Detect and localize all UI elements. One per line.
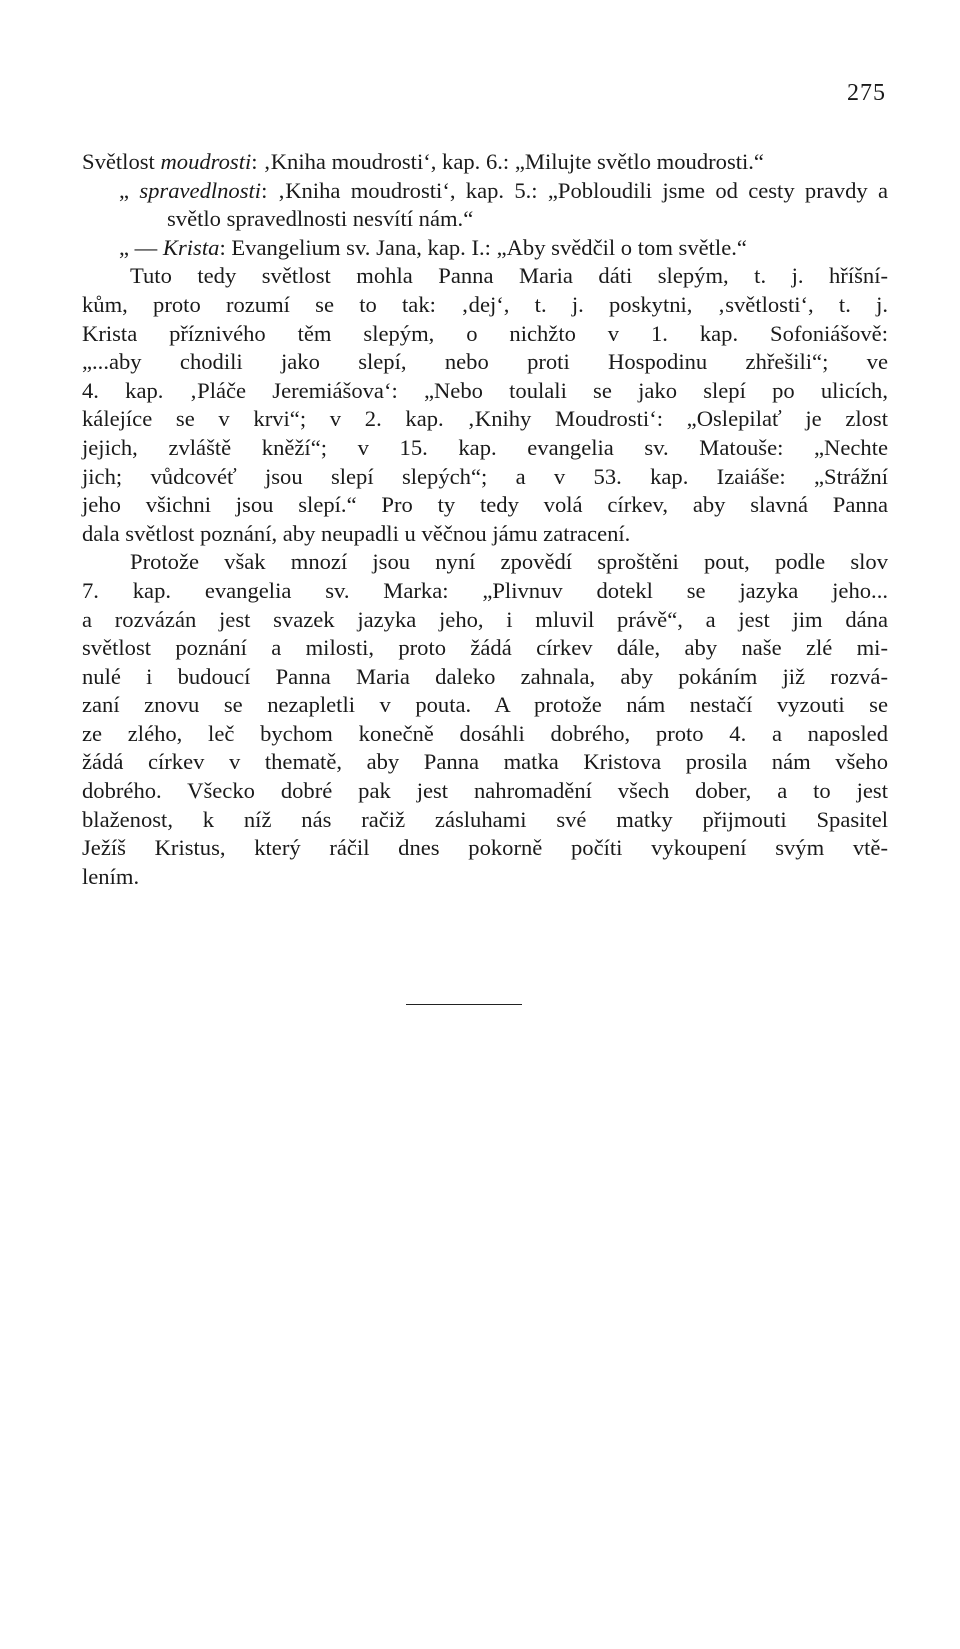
text-line: Protože však mnozí jsou nyní zpovědí sproštěni pout, podle slov [130, 549, 888, 575]
page-body [82, 148, 888, 891]
entry-term: moudrosti [160, 149, 252, 174]
text-line: 7. kap. evangelia sv. Marka: „Plivnuv dotekl se jazyka jeho... [82, 577, 888, 603]
page-number: 275 [847, 80, 886, 106]
text-line: dobrého. Všecko dobré pak jest nahromadění všech dober, a to jest [82, 778, 888, 804]
text-line: ze zlého, leč bychom konečně dosáhli dobrého, proto 4. a naposled [82, 720, 888, 746]
entry-prefix: „ [119, 177, 140, 203]
entry-moudrosti [82, 148, 888, 177]
text-line: jich; vůdcovéť jsou slepí slepých“; a v 53. kap. Izaiáše: „Strážní [82, 463, 888, 489]
entry-term: spravedlnosti [139, 177, 262, 203]
text-line: žádá církev v thematě, aby Panna matka Kristova prosila nám všeho [82, 749, 888, 775]
text-line: kálejíce se v krvi“; v 2. kap. ‚Knihy Moudrosti‘: „Oslepilať je zlost [82, 406, 888, 432]
entry-rest: : ‚Kniha moudrosti‘, kap. 5.: „Pobloudili jsme od cesty pravdy a světlo spravedlnosti nesvítí nám.“ [167, 177, 888, 232]
text-line: nulé i budoucí Panna Maria daleko zahnala, aby pokáním již rozvá- [82, 663, 888, 689]
text-line: jeho všichni jsou slepí.“ Pro ty tedy volá církev, aby slavná Panna [82, 492, 888, 518]
entry-prefix: Světlost [82, 149, 161, 174]
text-line: lením. [82, 863, 140, 889]
end-rule [406, 1004, 522, 1005]
text-line: „...aby chodili jako slepí, nebo proti Hospodinu zhřešili“; ve [82, 349, 888, 375]
entry-rest: : Evangelium sv. Jana, kap. I.: „Aby svědčil o tom světle.“ [219, 234, 747, 260]
entry-term: Krista [162, 234, 220, 260]
paragraph-1 [82, 262, 888, 548]
entry-prefix: „ — [119, 234, 163, 260]
text-line: dala světlost poznání, aby neupadli u věčnou jámu zatracení. [82, 520, 631, 546]
text-line: Ježíš Kristus, který ráčil dnes pokorně počíti vykoupení svým vtě- [82, 835, 888, 861]
entry-krista [82, 234, 888, 263]
entry-rest: : ‚Kniha moudrosti‘, kap. 6.: „Milujte světlo moudrosti.“ [251, 149, 764, 174]
text-line: a rozvázán jest svazek jazyka jeho, i mluvil právě“, a jest jim dána [82, 606, 888, 632]
text-line: jejich, zvláště kněží“; v 15. kap. evangelia sv. Matouše: „Nechte [82, 434, 888, 460]
text-line: zaní znovu se nezapletli v pouta. A protože nám nestačí vyzouti se [82, 692, 888, 718]
text-line: blaženost, k níž nás račiž zásluhami své matky přijmouti Spasitel [82, 806, 888, 832]
paragraph-2 [82, 548, 888, 891]
text-line: Tuto tedy světlost mohla Panna Maria dáti slepým, t. j. hříšní- [130, 263, 888, 289]
text-line: 4. kap. ‚Pláče Jeremiášova‘: „Nebo toulali se jako slepí po ulicích, [82, 377, 888, 403]
text-line: světlost poznání a milosti, proto žádá církev dále, aby naše zlé mi- [82, 635, 888, 661]
text-line: kům, proto rozumí se to tak: ‚dej‘, t. j. poskytni, ‚světlosti‘, t. j. [82, 291, 888, 317]
entry-spravedlnosti [82, 177, 888, 234]
text-line: Krista příznivého těm slepým, o nichžto v 1. kap. Sofoniášově: [82, 320, 888, 346]
